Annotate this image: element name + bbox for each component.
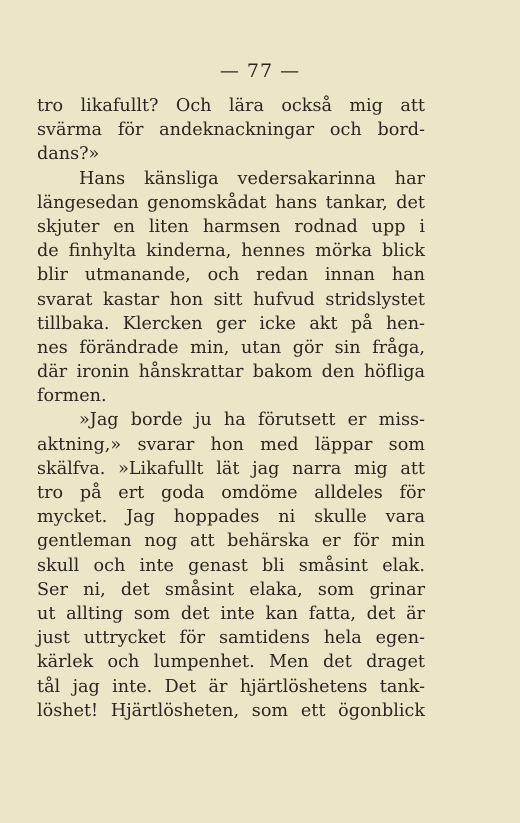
text-line: tro likafullt? Och lära också mig att	[37, 96, 425, 116]
text-line: skälfva. »Likafullt lät jag narra mig att	[37, 458, 425, 479]
text-line: kärlek och lumpenhet. Men det draget	[37, 652, 425, 673]
text-line: »Jag borde ju ha förutsett er miss-	[79, 410, 425, 431]
text-line: formen.	[37, 386, 107, 407]
page-number: — 77 —	[219, 60, 301, 82]
text-line: tro på ert goda omdöme alldeles för	[37, 483, 425, 503]
text-line: längesedan genomskådat hans tankar, det	[37, 192, 425, 213]
text-line: svärma för andeknackningar och bord-	[37, 120, 425, 141]
text-line: mycket. Jag hoppades ni skulle vara	[37, 507, 425, 528]
text-line: löshet! Hjärtlösheten, som ett ögonblick	[37, 700, 425, 721]
text-line: Ser ni, det småsint elaka, som grinar	[37, 579, 425, 600]
text-line: skjuter en liten harmsen rodnad upp i	[37, 216, 425, 237]
text-line: tål jag inte. Det är hjärtlöshetens tank-	[37, 676, 425, 697]
text-line: Hans känsliga vedersakarinna har	[79, 168, 425, 189]
text-line: dans?»	[37, 144, 100, 165]
text-line: just uttrycket för samtidens hela egen-	[37, 628, 425, 649]
text-line: svarat kastar hon sitt hufvud stridslystet	[37, 289, 425, 310]
text-line: nes förändrade min, utan gör sin fråga,	[37, 337, 425, 358]
text-line: tillbaka. Klercken ger icke akt på hen-	[37, 313, 425, 334]
text-line: aktning,» svarar hon med läppar som	[37, 434, 425, 455]
text-line: ut allting som det inte kan fatta, det är	[37, 603, 425, 624]
text-line: skull och inte genast bli småsint elak.	[37, 555, 425, 576]
body-text	[37, 94, 425, 723]
text-line: blir utmanande, och redan innan han	[37, 265, 425, 286]
text-line: de finhylta kinderna, hennes mörka blick	[37, 241, 425, 262]
text-line: där ironin hånskrattar bakom den höfliga	[37, 362, 425, 383]
text-line: gentleman nog att behärska er för min	[37, 531, 425, 552]
